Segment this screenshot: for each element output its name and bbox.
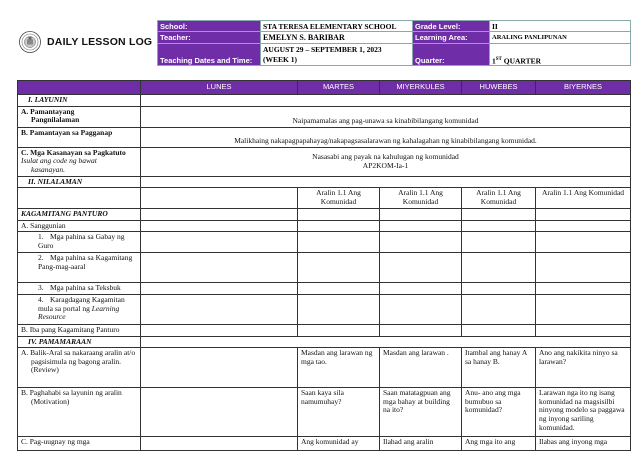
- learning-area-label: Learning Area:: [413, 32, 490, 44]
- sanggunian-label: A. Sanggunian: [18, 220, 141, 232]
- day-miyerkules: MIYERKULES: [380, 81, 462, 95]
- kasanayan-value-line-2: AP2KOM-Ia-1: [362, 160, 409, 170]
- pag-uugnay-lunes: [141, 437, 298, 451]
- pamantayang-pangnilalaman-label: [18, 106, 141, 127]
- item-text: Mga pahina sa Gabay ng Guro: [38, 232, 125, 250]
- kasanayan-label: [18, 147, 141, 176]
- header-info-table: [157, 20, 631, 66]
- learning-area-value: ARALING PANLIPUNAN: [490, 32, 631, 44]
- cell: [298, 283, 380, 295]
- item-gabay-ng-guro: [18, 232, 141, 253]
- cell: [536, 253, 631, 283]
- cell: [380, 232, 462, 253]
- kasanayan-value: [141, 147, 631, 176]
- quarter-word: QUARTER: [501, 56, 541, 65]
- paghahabi-miyerkules: Saan matatagpuan ang mga bahay at building na ito?: [380, 388, 462, 437]
- teaching-dates-label: Teaching Dates and Time:: [158, 44, 261, 66]
- pamantayan-pagganap-value: Malikhaing nakapagpapahayag/nakapagsasalarawan ng kahalagahan ng kinabibilangang komunidad.: [141, 127, 631, 147]
- cell: [298, 220, 380, 232]
- item-number: 1.: [38, 232, 44, 242]
- balik-aral-lunes: [141, 348, 298, 388]
- cell: [380, 324, 462, 336]
- cell: [380, 220, 462, 232]
- aralin-martes: Aralin 1.1 Ang Komunidad: [298, 188, 380, 209]
- cell: [536, 324, 631, 336]
- aralin-label-blank: [18, 188, 141, 209]
- cell: [298, 253, 380, 283]
- cell: [536, 232, 631, 253]
- cell: [141, 209, 298, 221]
- cell: [298, 232, 380, 253]
- item-text: Mga pahina sa Teksbuk: [50, 283, 121, 293]
- item-kagamitang-pang-mag-aaral: [18, 253, 141, 283]
- teaching-dates-value: [261, 44, 413, 66]
- aralin-miyerkules: Aralin 1.1 Ang Komunidad: [380, 188, 462, 209]
- cell: [536, 220, 631, 232]
- pamantayang-pangnilalaman-value: Naipamamalas ang pag-unawa sa kinabibilangang komunidad: [141, 106, 631, 127]
- item-karagdagang-kagamitan: [18, 294, 141, 324]
- paghahabi-biyernes: Larawan nga ito ng isang komunidad na magsisilbi ninyong modelo sa paggawa ng inyong sariling komunidad.: [536, 388, 631, 437]
- kasanayan-title: C. Mga Kasanayan sa Pagkatuto: [21, 147, 126, 157]
- grade-value: II: [490, 21, 631, 32]
- quarter-label: Quarter:: [413, 44, 490, 66]
- page-title: DAILY LESSON LOG: [47, 36, 153, 48]
- cell: [462, 232, 536, 253]
- quarter-suffix: ST: [495, 56, 502, 62]
- pag-uugnay-miyerkules: Ilahad ang aralin: [380, 437, 462, 451]
- teacher-label: Teacher:: [158, 32, 261, 44]
- lesson-table: [17, 80, 631, 451]
- day-header-blank: [18, 81, 141, 95]
- nilalaman-blank: [141, 176, 631, 188]
- day-huwebes: HUWEBES: [462, 81, 536, 95]
- cell: [462, 324, 536, 336]
- kasanayan-sub-1: Isulat ang code ng bawat: [21, 156, 97, 166]
- paghahabi-lunes: [141, 388, 298, 437]
- cell: [298, 294, 380, 324]
- paghahabi-label: B. Paghahabi sa layunin ng aralin (Motivation): [18, 388, 141, 437]
- aralin-huwebes: Aralin 1.1 Ang Komunidad: [462, 188, 536, 209]
- item-text-italic: Learning Resource: [38, 303, 120, 322]
- balik-aral-martes: Masdan ang larawan ng mga tao.: [298, 348, 380, 388]
- balik-aral-miyerkules: Masdan ang larawan .: [380, 348, 462, 388]
- cell: [141, 294, 298, 324]
- pamamaraan-blank: [141, 336, 631, 348]
- cell: [298, 324, 380, 336]
- cell: [141, 324, 298, 336]
- pag-uugnay-huwebes: Ang mga ito ang: [462, 437, 536, 451]
- cell: [380, 253, 462, 283]
- day-lunes: LUNES: [141, 81, 298, 95]
- day-martes: MARTES: [298, 81, 380, 95]
- cell: [462, 209, 536, 221]
- cell: [141, 220, 298, 232]
- cell: [536, 209, 631, 221]
- day-biyernes: BIYERNES: [536, 81, 631, 95]
- section-layunin: I. LAYUNIN: [18, 95, 141, 107]
- deped-seal-icon: [19, 31, 41, 53]
- layunin-blank: [141, 95, 631, 107]
- cell: [536, 294, 631, 324]
- balik-aral-biyernes: Ano ang nakikita ninyo sa larawan?: [536, 348, 631, 388]
- cell: [298, 209, 380, 221]
- cell: [462, 253, 536, 283]
- cell: [380, 294, 462, 324]
- cell: [462, 294, 536, 324]
- pag-uugnay-biyernes: Ilabas ang inyong mga: [536, 437, 631, 451]
- cell: [141, 283, 298, 295]
- aralin-lunes: [141, 188, 298, 209]
- quarter-value: [490, 44, 631, 66]
- pag-uugnay-label: C. Pag-uugnay ng mga: [18, 437, 141, 451]
- dates-line-1: AUGUST 29 – SEPTEMBER 1, 2023: [263, 44, 382, 54]
- grade-label: Grade Level:: [413, 21, 490, 32]
- pamantayan-pagganap-label: B. Pamantayan sa Pagganap: [18, 127, 141, 147]
- pamantayang-line-2: Pangnilalaman: [31, 115, 80, 125]
- item-text: Karagdagang Kagamitan mula sa portal ng: [38, 294, 125, 313]
- cell: [141, 232, 298, 253]
- paghahabi-huwebes: Anu- ano ang mga bumubuo sa komunidad?: [462, 388, 536, 437]
- item-number: 2.: [38, 253, 44, 263]
- cell: [141, 253, 298, 283]
- iba-pang-kagamitang-label: B. Iba pang Kagamitang Panturo: [18, 324, 141, 336]
- school-label: School:: [158, 21, 261, 32]
- item-number: 3.: [38, 283, 44, 293]
- section-nilalaman: II. NILALAMAN: [18, 176, 141, 188]
- item-number: 4.: [38, 294, 44, 304]
- kasanayan-value-line-1: Nasasabi ang payak na kahulugan ng komunidad: [312, 152, 459, 161]
- quarter-number: 1: [492, 56, 496, 65]
- balik-aral-huwebes: Itambal ang hanay A sa hanay B.: [462, 348, 536, 388]
- section-pamamaraan: IV. PAMAMARAAN: [18, 336, 141, 348]
- cell: [462, 283, 536, 295]
- cell: [380, 209, 462, 221]
- cell: [462, 220, 536, 232]
- dates-line-2: (WEEK 1): [263, 54, 297, 64]
- pamantayang-line-1: A. Pamantayang: [21, 106, 75, 116]
- pag-uugnay-martes: Ang komunidad ay: [298, 437, 380, 451]
- balik-aral-label: A. Balik-Aral sa nakaraang aralin at/o pagsisimula ng bagong aralin.(Review): [18, 348, 141, 388]
- kasanayan-sub-2: kasanayan.: [31, 164, 65, 174]
- teacher-value: EMELYN S. BARIBAR: [261, 32, 413, 44]
- cell: [536, 283, 631, 295]
- day-header-row: [18, 81, 631, 95]
- paghahabi-martes: Saan kaya sila namumuhay?: [298, 388, 380, 437]
- item-text: Mga pahina sa Kagamitang Pang-mag-aaral: [38, 253, 133, 271]
- item-teksbuk: [18, 283, 141, 295]
- section-kagamitang: KAGAMITANG PANTURO: [18, 209, 141, 221]
- cell: [380, 283, 462, 295]
- school-value: STA TERESA ELEMENTARY SCHOOL: [261, 21, 413, 32]
- aralin-biyernes: Aralin 1.1 Ang Komunidad: [536, 188, 631, 209]
